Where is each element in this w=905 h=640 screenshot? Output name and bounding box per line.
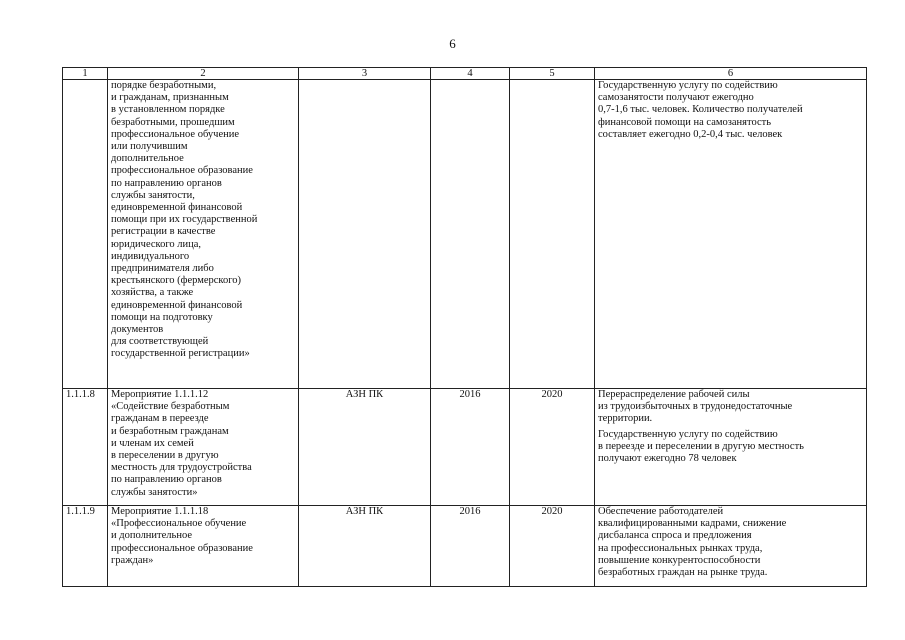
expected-result-text: Обеспечение работодателей квалифицированными кадрами, снижение дисбаланса спроса и предложения на профессиональных рынках труда, повышение конкурентоспособности безработных граждан на рынке труда. (598, 506, 787, 579)
expected-result-text: Перераспределение рабочей силы из трудоизбыточных в трудонедостаточные территории. (598, 389, 793, 425)
table-header-row (63, 68, 867, 80)
measure-name: порядке безработными, и гражданам, признанным в установленном порядке безработными, прошедшим профессиональное обучение или получившим дополнительное профессиональное образование по направлению органов службы занятости, единовременной финансовой помощи при их государственной регистрации в качестве юридического лица, индивидуального предпринимателя либо крестьянского (фермерского) хозяйства, а также единовременной финансовой помощи на подготовку документов для соответствующей государственной регистрации» (108, 80, 299, 389)
measures-table (62, 67, 867, 587)
expected-result-text-2: Государственную услугу по содействию в переезде и переселении в другую местность получают ежегодно 78 человек (598, 428, 804, 465)
end-year (510, 80, 595, 389)
column-header-6: 6 (595, 68, 867, 80)
measure-name: Мероприятие 1.1.1.18 «Профессиональное обучение и дополнительное профессиональное образование граждан» (108, 506, 299, 587)
table-row (63, 80, 867, 389)
row-number: 1.1.1.9 (63, 506, 108, 587)
expected-result-text: Государственную услугу по содействию самозанятости получают ежегодно 0,7-1,6 тыс. человек. Количество получателей финансовой помощи на самозанятость составляет ежегодно 0,2-0,4 тыс. человек (598, 80, 803, 140)
column-header-4: 4 (431, 68, 510, 80)
end-year: 2020 (510, 506, 595, 587)
start-year: 2016 (431, 389, 510, 506)
start-year (431, 80, 510, 389)
row-number: 1.1.1.8 (63, 389, 108, 506)
start-year: 2016 (431, 506, 510, 587)
end-year: 2020 (510, 389, 595, 506)
table-row (63, 389, 867, 506)
column-header-1: 1 (63, 68, 108, 80)
column-header-2: 2 (108, 68, 299, 80)
executor: АЗН ПК (299, 389, 431, 506)
expected-result (595, 506, 867, 587)
executor (299, 80, 431, 389)
column-header-3: 3 (299, 68, 431, 80)
table-row (63, 506, 867, 587)
column-header-5: 5 (510, 68, 595, 80)
page-number: 6 (449, 36, 456, 51)
executor: АЗН ПК (299, 506, 431, 587)
measure-name: Мероприятие 1.1.1.12 «Содействие безработным гражданам в переезде и безработным гражданам и членам их семей в переселении в другую местность для трудоустройства по направлению органов службы занятости» (108, 389, 299, 506)
expected-result (595, 389, 867, 506)
expected-result (595, 80, 867, 389)
row-number (63, 80, 108, 389)
